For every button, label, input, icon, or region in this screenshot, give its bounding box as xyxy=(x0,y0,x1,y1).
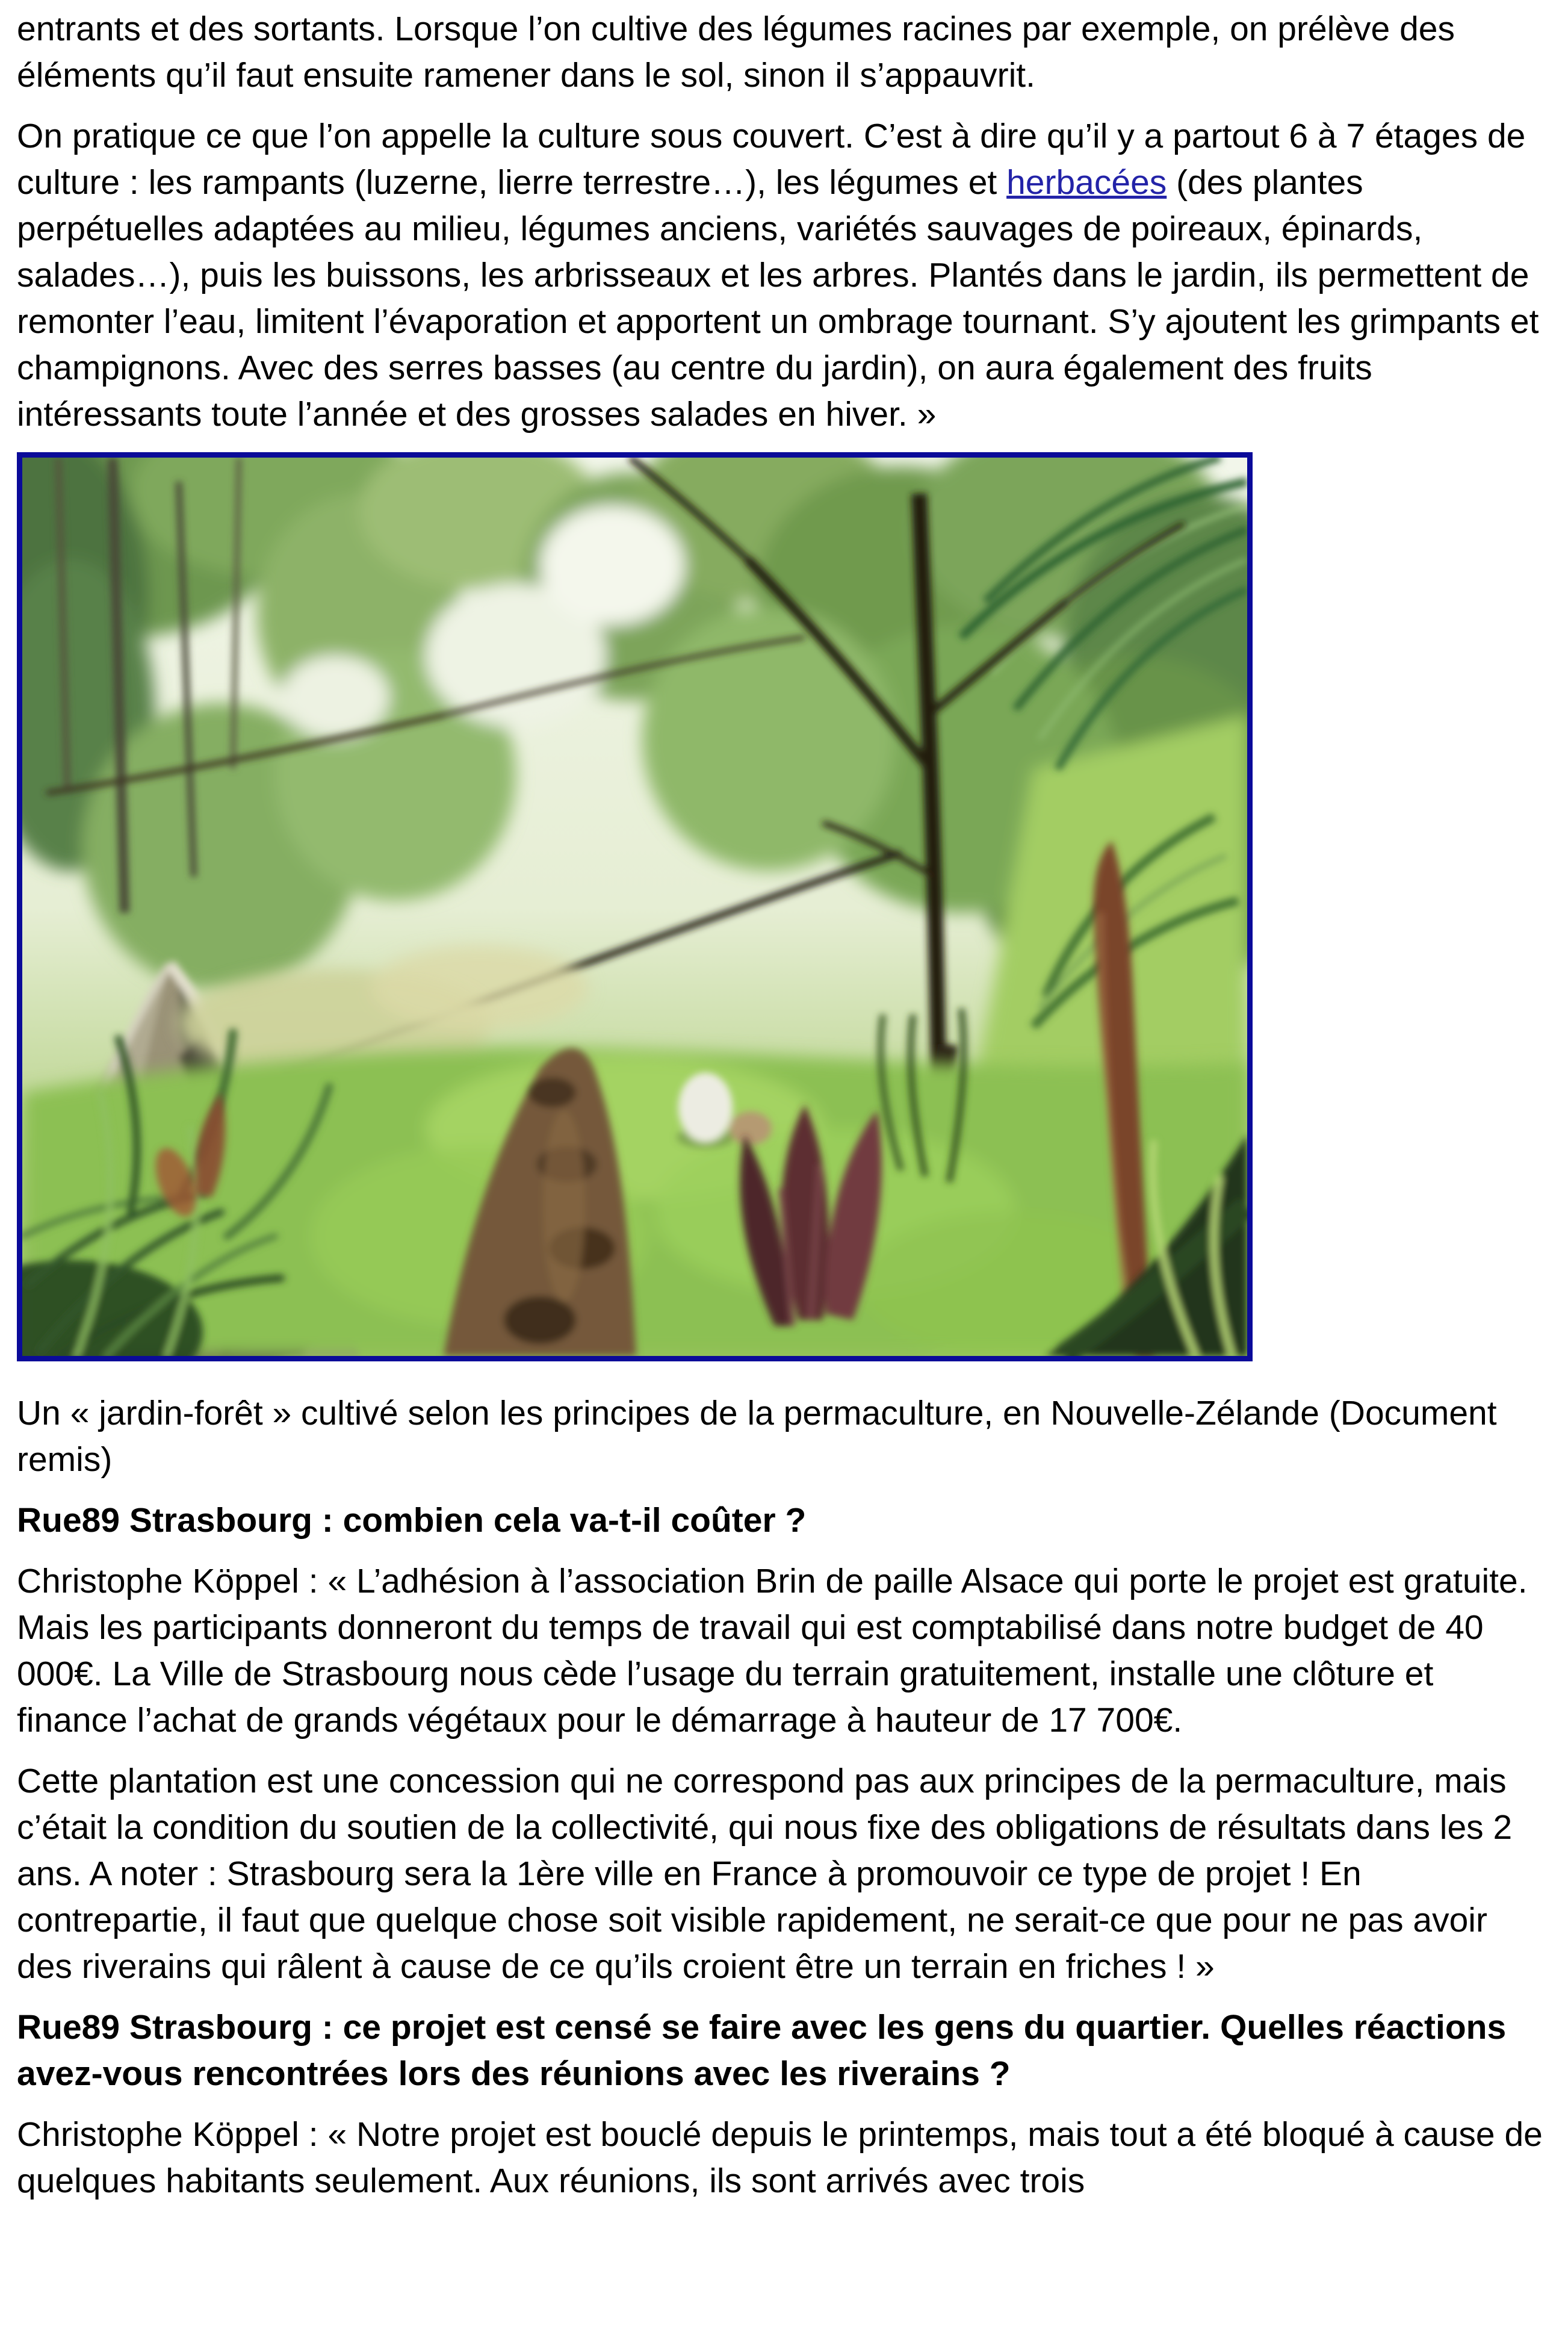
garden-photo-frame xyxy=(17,452,1253,1361)
question-neighbors-heading: Rue89 Strasbourg : ce projet est censé se faire avec les gens du quartier. Quelles réactions avez-vous rencontrées lors des réunions avec les riverains ? xyxy=(17,2008,1507,2093)
answer-neighbors-paragraph: Christophe Köppel : « Notre projet est bouclé depuis le printemps, mais tout a été bloqué à cause de quelques habitants seulement. Aux réunions, ils sont arrivés avec trois xyxy=(17,2115,1543,2200)
question-cost-heading: Rue89 Strasbourg : combien cela va-t-il coûter ? xyxy=(17,1501,807,1540)
culture-text-before: On pratique ce que l’on appelle la culture sous couvert. C’est à dire qu’il y a partout 6 à 7 étages de culture : les rampants (luzerne, lierre terrestre…), les légumes et xyxy=(17,117,1526,202)
photo-caption: Un « jardin-forêt » cultivé selon les principes de la permaculture, en Nouvelle-Zélande (Document remis) xyxy=(17,1394,1497,1479)
herbacees-link[interactable]: herbacées xyxy=(1006,163,1167,202)
garden-photo-illustration xyxy=(22,458,1247,1356)
answer-cost-paragraph-2: Cette plantation est une concession qui ne correspond pas aux principes de la permaculture, mais c’était la condition du soutien de la collectivité, qui nous fixe des obligations de résultats dans les 2 ans. A noter : Strasbourg sera la 1ère ville en France à promouvoir ce type de projet ! En contrepartie, il faut que quelque chose soit visible rapidement, ne serait-ce que pour ne pas avoir des riverains qui râlent à cause de ce qu’ils croient être un terrain en friches ! » xyxy=(17,1762,1513,1986)
intro-paragraph: entrants et des sortants. Lorsque l’on cultive des légumes racines par exemple, on prélève des éléments qu’il faut ensuite ramener dans le sol, sinon il s’appauvrit. xyxy=(17,10,1455,95)
culture-paragraph xyxy=(17,113,1552,438)
culture-text-after: (des plantes perpétuelles adaptées au milieu, légumes anciens, variétés sauvages de poireaux, épinards, salades…), puis les buissons, les arbrisseaux et les arbres. Plantés dans le jardin, ils permettent de remonter l’eau, limitent l’évaporation et apportent un ombrage tournant. S’y ajoutent les grimpants et champignons. Avec des serres basses (au centre du jardin), on aura également des fruits intéressants toute l’année et des grosses salades en hiver. » xyxy=(17,163,1539,434)
answer-cost-paragraph-1: Christophe Köppel : « L’adhésion à l’association Brin de paille Alsace qui porte le projet est gratuite. Mais les participants donneront du temps de travail qui est comptabilisé dans notre budget de 40 000€. La Ville de Strasbourg nous cède l’usage du terrain gratuitement, installe une clôture et finance l’achat de grands végétaux pour le démarrage à hauteur de 17 700€. xyxy=(17,1562,1528,1739)
